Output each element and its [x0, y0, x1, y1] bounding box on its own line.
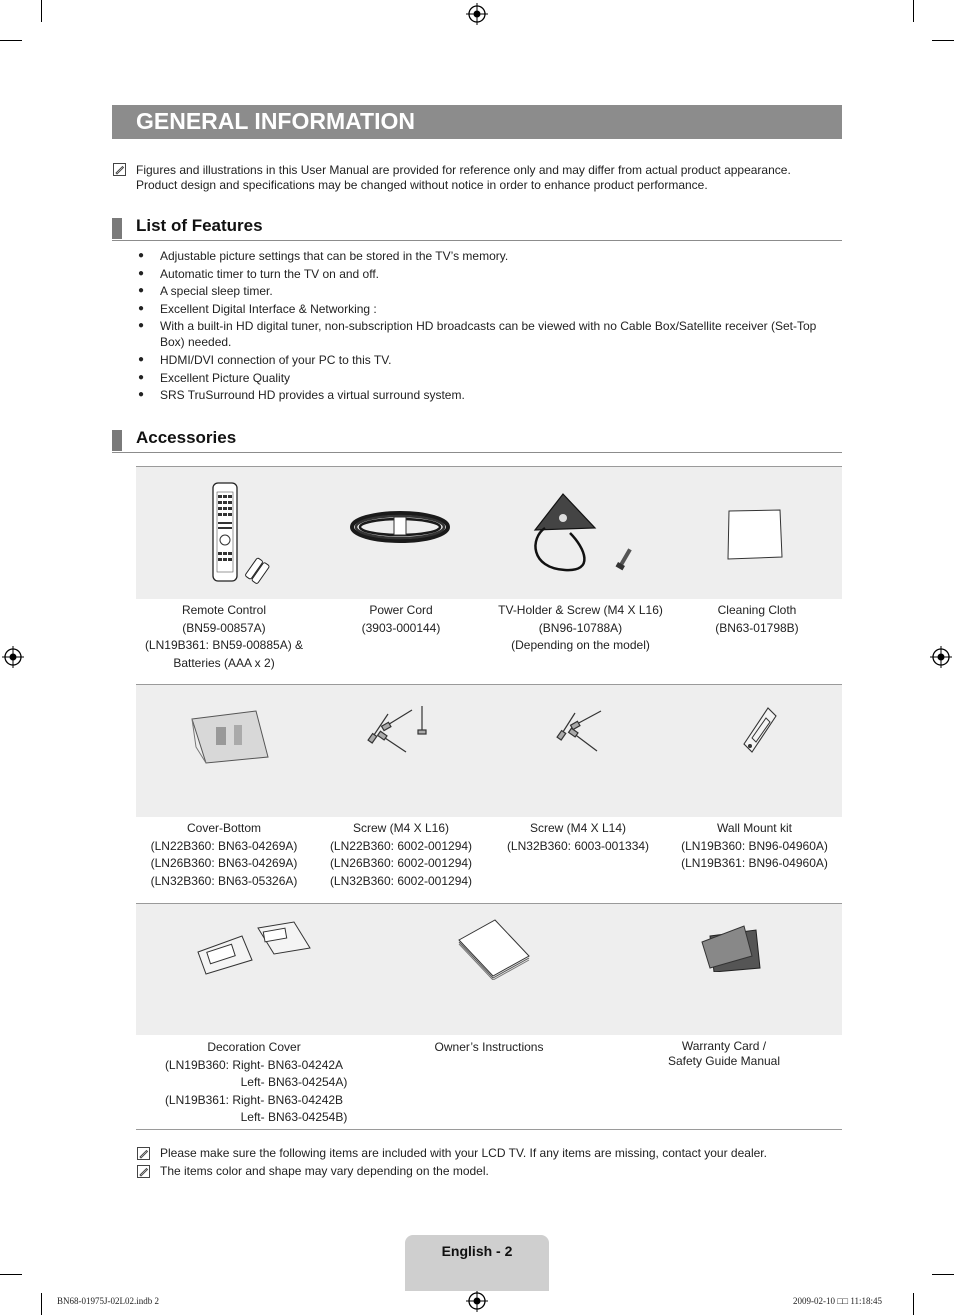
wall-mount-kit-icon: [738, 704, 782, 756]
print-slug-left: BN68-01975J-02L02.indb 2: [57, 1296, 159, 1306]
note-icon: [113, 163, 126, 176]
registration-mark-icon: [466, 1290, 488, 1312]
accessory-caption: Screw (M4 X L16) (LN22B360: 6002-001294) (LN26B360: 6002-001294) (LN32B360: 6002-001294): [329, 821, 473, 888]
section-marker: [112, 218, 122, 239]
list-item: ● Adjustable picture settings that can be stored in the TV’s memory.: [136, 248, 836, 264]
crop-mark: [0, 40, 22, 41]
screw-l14-icon: [553, 703, 611, 757]
intro-note: [136, 163, 836, 193]
crop-mark: [41, 1293, 42, 1315]
accessory-caption: Cover-Bottom (LN22B360: BN63-04269A) (LN26B360: BN63-04269A) (LN32B360: BN63-05326A): [150, 821, 298, 888]
list-item: ● Excellent Digital Interface & Networking :: [136, 301, 836, 317]
list-item: ● HDMI/DVI connection of your PC to this TV.: [136, 352, 836, 368]
section-marker: [112, 430, 122, 451]
intro-note-line: Product design and specifications may be changed without notice in order to enhance product performance.: [136, 178, 708, 192]
intro-note-line: Figures and illustrations in this User Manual are provided for reference only and may differ from actual product appearance.: [136, 163, 791, 177]
cleaning-cloth-icon: [726, 507, 784, 561]
page-number-tab: [405, 1235, 549, 1291]
crop-mark: [913, 1293, 914, 1315]
crop-mark: [913, 0, 914, 22]
note-icon: [137, 1165, 150, 1178]
features-heading-label: List of Features: [136, 216, 263, 235]
crop-mark: [932, 40, 954, 41]
table-rule: [136, 1129, 842, 1130]
screw-l16-icon: [362, 700, 436, 758]
remote-control-icon: [205, 480, 271, 584]
cover-bottom-icon: [186, 707, 272, 765]
page-title: GENERAL INFORMATION: [136, 108, 415, 134]
features-list: [136, 248, 836, 405]
accessory-caption: TV-Holder & Screw (M4 X L16) (BN96-10788A) (Depending on the model): [498, 603, 663, 652]
items-note: Please make sure the following items are included with your LCD TV. If any items are missing, contact your dealer.: [160, 1146, 767, 1160]
list-item: ● SRS TruSurround HD provides a virtual surround system.: [136, 387, 836, 403]
list-item: ● Excellent Picture Quality: [136, 370, 836, 386]
accessory-caption: Power Cord (3903-000144): [361, 603, 441, 635]
list-item: ● With a built-in HD digital tuner, non-subscription HD broadcasts can be viewed with no Cable Box/Satellite receiver (Set-Top Box) needed.: [136, 318, 836, 350]
accessory-caption: Screw (M4 X L14) (LN32B360: 6003-001334): [506, 821, 650, 853]
accessories-heading: [112, 426, 842, 453]
registration-mark-icon: [2, 646, 24, 668]
accessories-heading-label: Accessories: [136, 428, 237, 447]
page-number: English - 2: [441, 1243, 513, 1259]
accessory-caption: Remote Control (BN59-00857A) (LN19B361: BN59-00885A) & Batteries (AAA x 2): [144, 603, 304, 670]
accessory-caption: Cleaning Cloth (BN63-01798B): [715, 603, 799, 635]
crop-mark: [0, 1274, 22, 1275]
warranty-card-icon: [700, 922, 762, 972]
accessory-caption: Wall Mount kit (LN19B360: BN96-04960A) (LN19B361: BN96-04960A): [681, 821, 828, 870]
print-slug-right: 2009-02-10 □□ 11:18:45: [793, 1296, 883, 1306]
registration-mark-icon: [930, 646, 952, 668]
tv-holder-icon: [525, 488, 640, 580]
crop-mark: [932, 1274, 954, 1275]
accessory-caption: Warranty Card / Safety Guide Manual: [667, 1039, 781, 1068]
accessory-caption: Owner’s Instructions: [434, 1040, 544, 1054]
decoration-cover-icon: [194, 918, 312, 978]
accessory-caption: Decoration Cover (LN19B360: Right- BN63-04242A Left- BN63-04254A) (LN19B361: Right- BN63-04242B Left- BN63-04254B): [164, 1040, 348, 1124]
list-item: ● A special sleep timer.: [136, 283, 836, 299]
features-heading: [112, 214, 842, 241]
items-note: The items color and shape may vary depending on the model.: [160, 1164, 489, 1178]
crop-mark: [41, 0, 42, 22]
note-icon: [137, 1147, 150, 1160]
registration-mark-icon: [466, 3, 488, 25]
owners-instructions-icon: [455, 918, 533, 980]
power-cord-icon: [346, 505, 454, 549]
page-title-bar: [112, 105, 842, 139]
list-item: ● Automatic timer to turn the TV on and off.: [136, 266, 836, 282]
